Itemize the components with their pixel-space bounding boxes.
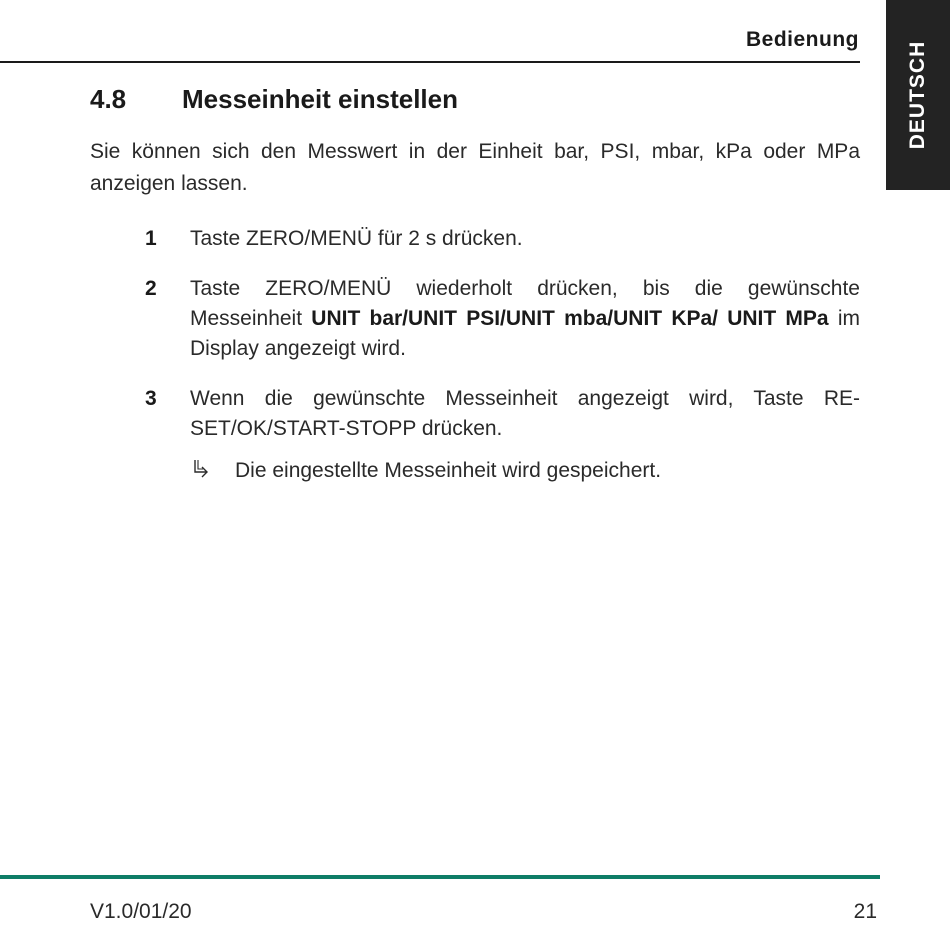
language-tab: [886, 0, 950, 190]
language-tab-label: DEUTSCH: [906, 40, 929, 150]
header-title: Bedienung: [746, 28, 859, 51]
page-number: 21: [853, 900, 877, 923]
step-text: Taste ZERO/MENÜ für 2 s drücken.: [190, 227, 523, 250]
step-item: [145, 384, 860, 444]
steps-list: [145, 224, 860, 486]
header-divider: [0, 61, 860, 63]
step-number: 1: [145, 227, 157, 250]
section-heading: [90, 84, 458, 115]
step-result: [190, 456, 860, 486]
step-number: 3: [145, 387, 157, 410]
step-number: 2: [145, 277, 157, 300]
step-text: im Display angezeigt wird.: [190, 307, 860, 360]
result-arrow-icon: [190, 458, 212, 482]
result-text: Die eingestellte Messeinheit wird gespeichert.: [235, 459, 662, 482]
step-text: Wenn die gewünschte Messeinheit angezeigt wird, Taste RE-SET/OK/START-STOPP drücken.: [190, 387, 860, 440]
step-item: [145, 274, 860, 364]
footer-divider: [0, 875, 880, 879]
section-title: Messeinheit einstellen: [182, 84, 458, 114]
step-item: [145, 224, 860, 254]
unit-options: UNIT bar/UNIT PSI/UNIT mba/UNIT KPa/ UNIT MPa: [311, 307, 829, 330]
footer-version: V1.0/01/20: [90, 900, 192, 923]
step-text: Taste ZERO/MENÜ wiederholt drücken, bis die gewünschte Messeinheit: [190, 277, 860, 330]
section-number: 4.8: [90, 84, 127, 114]
intro-paragraph: Sie können sich den Messwert in der Einheit bar, PSI, mbar, kPa oder MPa anzeigen lassen.: [90, 140, 860, 195]
